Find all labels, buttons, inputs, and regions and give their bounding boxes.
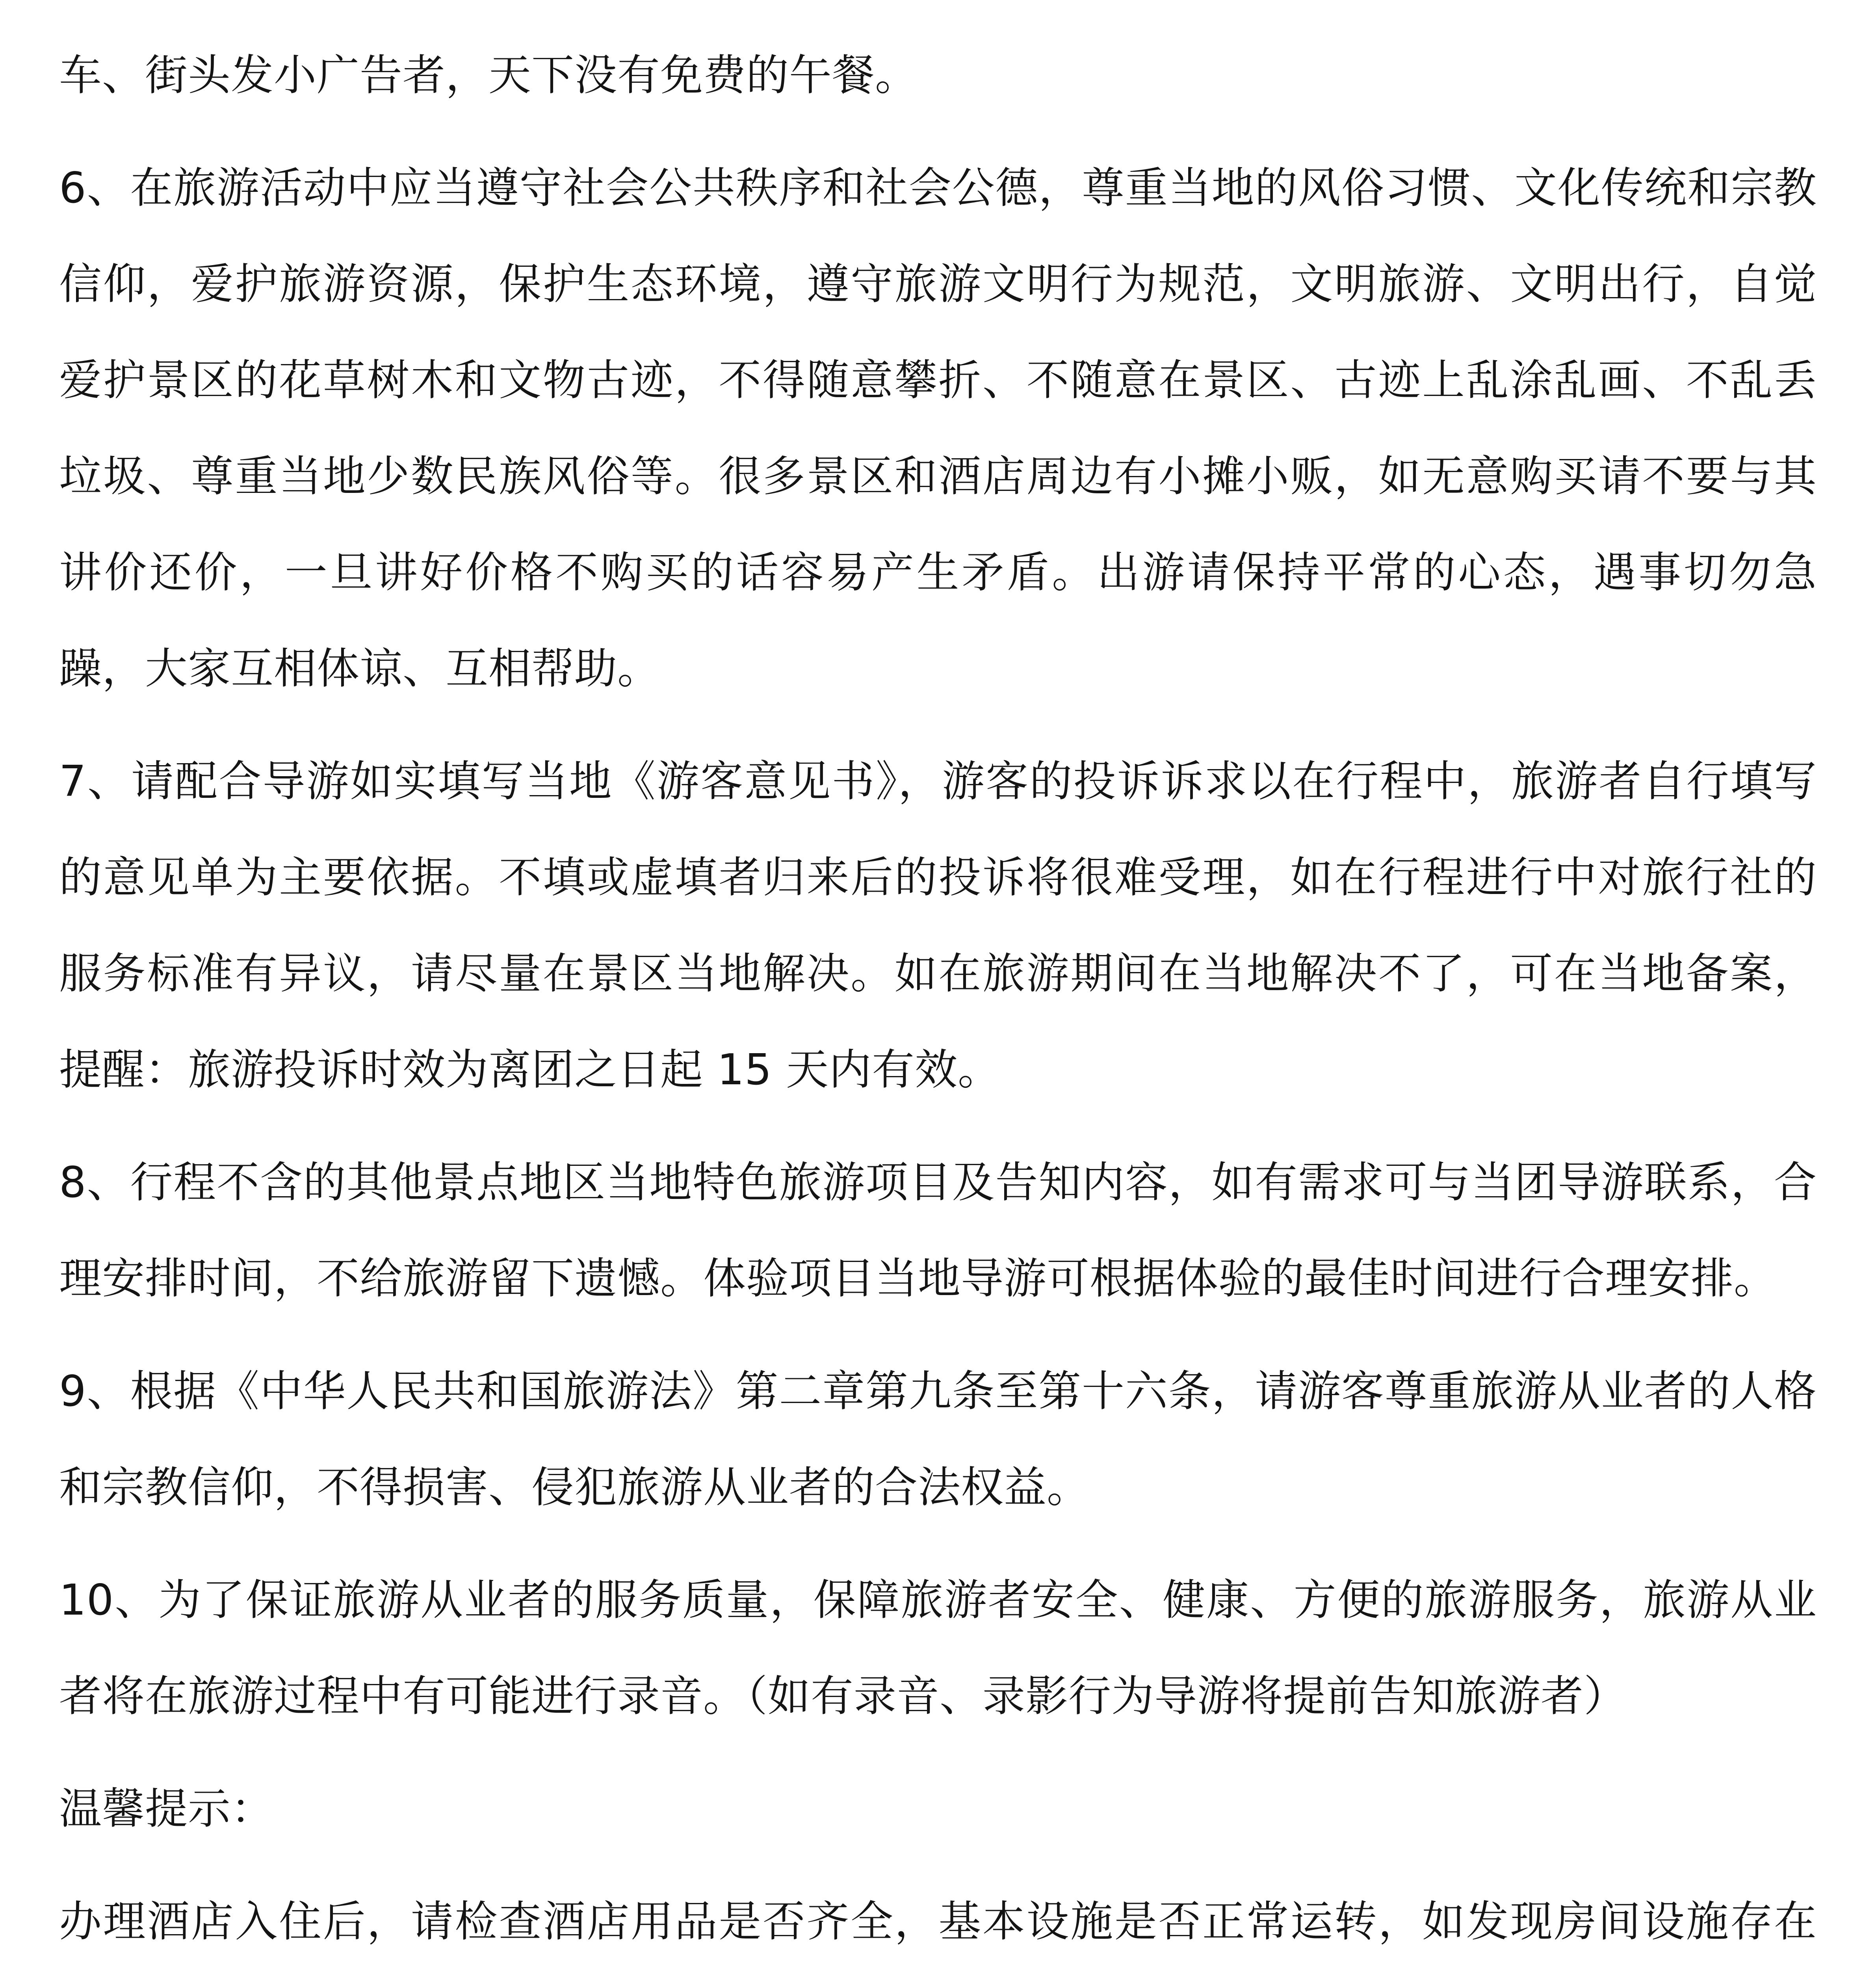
paragraph-item-9: 9、根据《中华人民共和国旅游法》第二章第九条至第十六条，请游客尊重旅游从业者的人格和宗教信仰，不得损害、侵犯旅游从业者的合法权益。 bbox=[59, 1367, 1817, 1512]
paragraph-continuation: 车、街头发小广告者，天下没有免费的午餐。 bbox=[59, 51, 918, 100]
paragraph-hotel-checkin: 办理酒店入住后，请检查酒店用品是否齐全，基本设施是否正常运转，如发现房间设施存在 bbox=[59, 1897, 1817, 1946]
paragraph-item-8: 8、行程不含的其他景点地区当地特色旅游项目及告知内容，如有需求可与当团导游联系，合理安排时间，不给旅游留下遗憾。体验项目当地导游可根据体验的最佳时间进行合理安排。 bbox=[59, 1158, 1817, 1303]
paragraph-item-6: 6、在旅游活动中应当遵守社会公共秩序和社会公德，尊重当地的风俗习惯、文化传统和宗教信仰，爱护旅游资源，保护生态环境，遵守旅游文明行为规范，文明旅游、文明出行，自觉爱护景区的花草树木和文物古迹，不得随意攀折、不随意在景区、古迹上乱涂乱画、不乱丢垃圾、尊重当地少数民族风俗等。很多景区和酒店周边有小摊小贩，如无意购买请不要与其讲价还价，一旦讲好价格不购买的话容易产生矛盾。出游请保持平常的心态，遇事切勿急躁，大家互相体谅、互相帮助。 bbox=[59, 164, 1817, 693]
paragraph-item-7: 7、请配合导游如实填写当地《游客意见书》，游客的投诉诉求以在行程中，旅游者自行填写的意见单为主要依据。不填或虚填者归来后的投诉将很难受理，如在行程进行中对旅行社的服务标准有异议，请尽量在景区当地解决。如在旅游期间在当地解决不了，可在当地备案，提醒：旅游投诉时效为离团之日起 15 天内有效。 bbox=[59, 757, 1817, 1095]
reminder-heading: 温馨提示： bbox=[59, 1784, 274, 1834]
paragraph-item-10: 10、为了保证旅游从业者的服务质量，保障旅游者安全、健康、方便的旅游服务，旅游从业者将在旅游过程中有可能进行录音。（如有录音、录影行为导游将提前告知旅游者） bbox=[59, 1576, 1817, 1721]
